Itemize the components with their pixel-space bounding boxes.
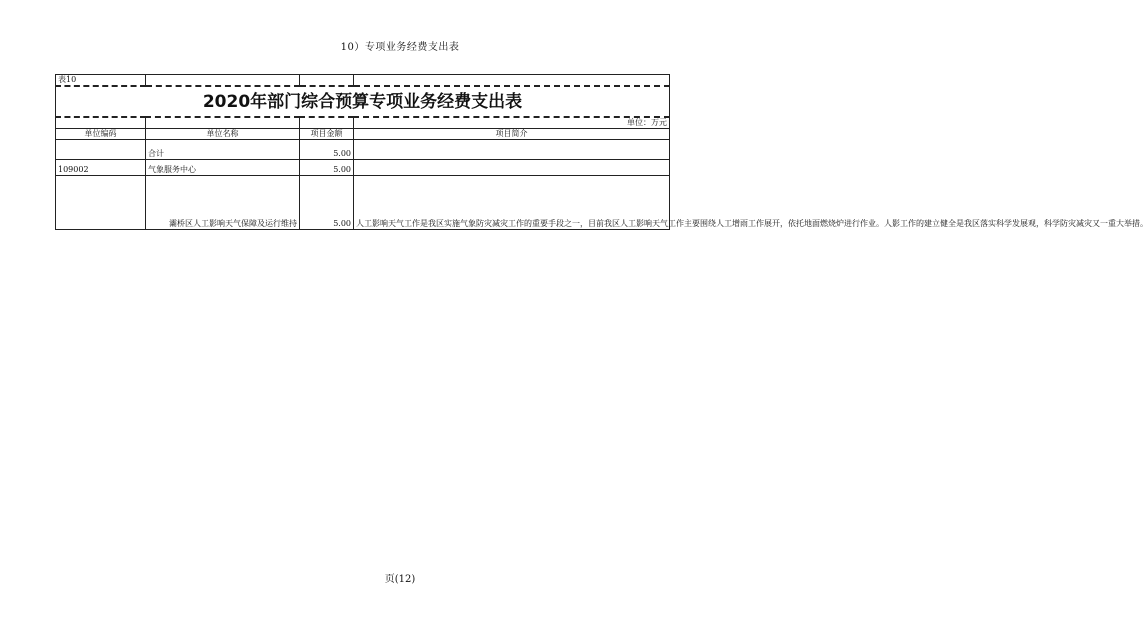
- row-amount: 5.00: [300, 140, 354, 160]
- column-header-name: 单位名称: [146, 129, 300, 140]
- row-desc: [354, 140, 670, 160]
- unit-row: [56, 117, 670, 129]
- column-header-desc: 项目简介: [354, 129, 670, 140]
- budget-table: [55, 74, 1148, 230]
- table-row-total: [56, 140, 670, 160]
- table-row-project: [56, 176, 670, 230]
- unit-label: 单位：万元: [354, 117, 670, 129]
- column-header-amount: 项目金额: [300, 129, 354, 140]
- row-name: 气象服务中心: [146, 160, 300, 176]
- row-code: [56, 140, 146, 160]
- row-desc: 人工影响天气工作是我区实施气象防灾减灾工作的重要手段之一，目前我区人工影响天气工作主要围绕人工增雨工作展开，依托地面燃烧炉进行作业。人影工作的建立健全是我区落实科学发展观，科学防灾减灾又一重大举措。: [354, 176, 670, 230]
- row-amount: 5.00: [300, 176, 354, 230]
- row-code: [56, 176, 146, 230]
- page-header: 10）专项业务经费支出表: [340, 42, 460, 53]
- header-row: [56, 129, 670, 140]
- column-header-code: 单位编码: [56, 129, 146, 140]
- table-title: 2020年部门综合预算专项业务经费支出表: [56, 86, 670, 117]
- row-name: 合计: [146, 140, 300, 160]
- row-desc: [354, 160, 670, 176]
- row-code: 109002: [56, 160, 146, 176]
- row-amount: 5.00: [300, 160, 354, 176]
- table-tag: 表10: [56, 75, 146, 87]
- row-name: 灞桥区人工影响天气保障及运行维持: [146, 176, 300, 230]
- page-footer: 页(12): [384, 574, 416, 585]
- table-row-dept: [56, 160, 670, 176]
- table-title-row: [56, 86, 670, 117]
- table-tag-row: [56, 75, 670, 87]
